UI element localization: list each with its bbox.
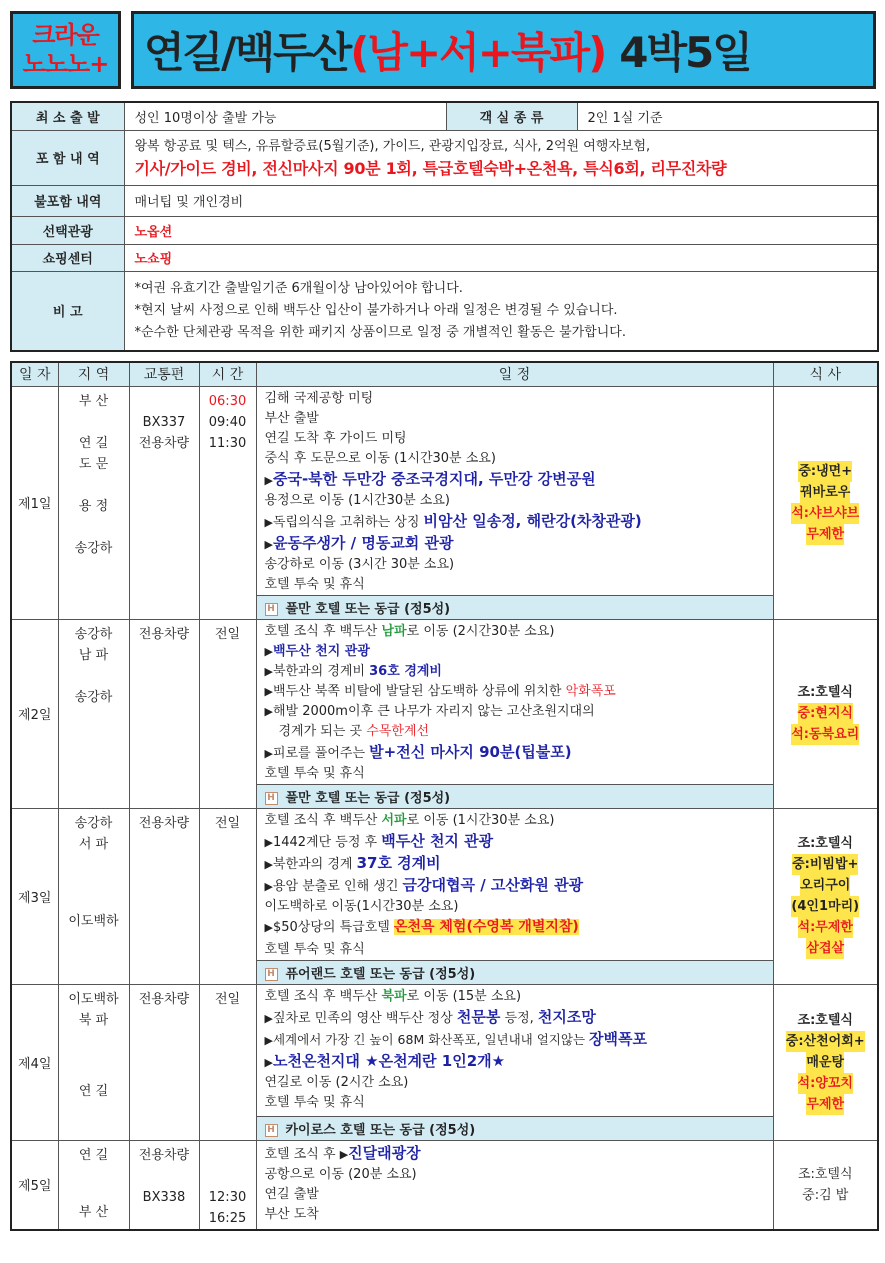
arrow-icon: ▶ [264, 1011, 273, 1025]
include-cell [124, 130, 878, 185]
transport-cell [129, 984, 199, 1140]
region: 연 길 [78, 1083, 109, 1099]
schedule-line: ▶독립의식을 고취하는 상징 비암산 일송정, 해란강(차창관광) [264, 511, 642, 530]
schedule-line: ▶용암 분출로 인해 생긴 금강대협곡 / 고산화원 관광 [264, 875, 584, 894]
meal: 조:호텔식 [797, 685, 853, 700]
time-cell [199, 619, 256, 808]
schedule-line: 호텔 투숙 및 휴식 [264, 765, 365, 781]
arrow-icon: ▶ [264, 746, 273, 760]
arrow-icon: ▶ [264, 857, 273, 871]
include-line-1: 왕복 항공료 및 텍스, 유류할증료(5월기준), 가이드, 관광지입장료, 식사, 2억원 여행자보험, [134, 138, 651, 154]
arrow-icon: ▶ [264, 537, 273, 551]
time: 12:30 [208, 1189, 247, 1205]
option-label: 선택관광 [11, 216, 124, 244]
logo-line-2: 노노노+ [22, 50, 109, 78]
schedule-line: 호텔 투숙 및 휴식 [264, 941, 365, 957]
meal: 오리구이 [800, 875, 850, 896]
time: 16:25 [208, 1210, 247, 1226]
schedule-line: ▶중국-북한 두만강 중조국경지대, 두만강 강변공원 [264, 469, 596, 488]
transport-cell [129, 619, 199, 808]
header-schedule: 일 정 [256, 362, 773, 386]
region-cell [58, 386, 129, 619]
schedule-line: ▶백두산 천지 관광 [264, 643, 370, 659]
arrow-icon: ▶ [339, 1147, 349, 1161]
region: 용 정 [78, 498, 109, 514]
day-row [11, 386, 878, 595]
region-cell [58, 984, 129, 1140]
itinerary-table [10, 361, 879, 1231]
header-meals: 식 사 [773, 362, 878, 386]
time: 11:30 [208, 435, 247, 451]
transport: 전용차량 [138, 815, 190, 831]
room-type-label: 객 실 종 류 [446, 102, 577, 130]
day-row [11, 984, 878, 1116]
time-cell [199, 984, 256, 1140]
schedule-line: ▶세계에서 가장 긴 높이 68M 화산폭포, 일년내내 얼지않는 장백폭포 [264, 1029, 647, 1048]
arrow-icon: ▶ [264, 664, 273, 678]
transport: 전용차량 [138, 1147, 190, 1163]
meal: 꿔바로우 [800, 482, 850, 503]
meal-cell [773, 619, 878, 808]
region-cell [58, 808, 129, 984]
schedule-line: 호텔 투숙 및 휴식 [264, 576, 365, 592]
schedule-cell [256, 619, 773, 784]
meal: 석:양꼬치 [798, 1073, 853, 1094]
arrow-icon: ▶ [264, 473, 273, 487]
arrow-icon: ▶ [264, 879, 273, 893]
time: 전일 [214, 626, 241, 642]
meal: (4인1마리) [791, 896, 859, 917]
meal: 조:호텔식 [797, 836, 853, 851]
schedule-line: 호텔 조식 후 백두산 서파로 이동 (1시간30분 소요) [264, 812, 555, 828]
note-line: *순수한 단체관광 목적을 위한 패키지 상품이므로 일정 중 개별적인 활동은 불가합니다. [134, 324, 626, 340]
logo-line-1: 크라운 [32, 21, 99, 49]
min-depart-label: 최 소 출 발 [11, 102, 124, 130]
note-line: *현지 날씨 사정으로 인해 백두산 입산이 불가하거나 아래 일정은 변경될 수 있습니다. [134, 302, 618, 318]
arrow-icon: ▶ [264, 644, 273, 658]
region: 도 문 [78, 456, 109, 472]
schedule-line: 호텔 조식 후 백두산 북파로 이동 (15분 소요) [264, 988, 522, 1004]
schedule-line: 경계가 되는 곳 수목한계선 [278, 723, 430, 739]
brand-logo [10, 11, 121, 89]
schedule-line: 연길 출발 [264, 1186, 319, 1202]
meal: 석:샤브샤브 [791, 503, 859, 524]
meal: 중:비빔밥+ [792, 854, 858, 875]
day-row [11, 619, 878, 784]
region: 부 산 [78, 393, 109, 409]
meal: 매운탕 [806, 1052, 844, 1073]
schedule-line: 부산 도착 [264, 1206, 319, 1222]
day-label: 제3일 [11, 808, 58, 984]
transport: 전용차량 [138, 626, 190, 642]
meal: 중:김 밥 [802, 1187, 849, 1203]
header-transport: 교통편 [129, 362, 199, 386]
title-main: 연길/백두산 [144, 28, 351, 77]
hotel-h-icon: H [265, 968, 278, 981]
arrow-icon: ▶ [264, 1055, 273, 1069]
region: 송강하 [74, 626, 113, 642]
meal: 중:현지식 [798, 703, 853, 724]
include-label: 포 함 내 역 [11, 130, 124, 185]
schedule-line: ▶피로를 풀어주는 발+전신 마사지 90분(팁불포) [264, 742, 572, 761]
transport: BX338 [142, 1189, 186, 1205]
shopping-label: 쇼핑센터 [11, 244, 124, 271]
time: 09:40 [208, 414, 247, 430]
time-cell [199, 386, 256, 619]
time-cell [199, 1140, 256, 1230]
region: 이도백하 [68, 913, 119, 929]
info-table [10, 101, 879, 352]
hotel-cell: H 풀만 호텔 또는 동급 (정5성) [256, 784, 773, 808]
schedule-line: ▶해발 2000m이후 큰 나무가 자리지 않는 고산초원지대의 [264, 703, 595, 719]
schedule-line: 용정으로 이동 (1시간30분 소요) [264, 492, 450, 508]
schedule-line: 중식 후 도문으로 이동 (1시간30분 소요) [264, 450, 496, 466]
region: 송강하 [74, 689, 113, 705]
hotel-h-icon: H [265, 1124, 278, 1137]
option-value: 노옵션 [124, 216, 878, 244]
schedule-line: 호텔 조식 후 ▶진달래광장 [264, 1143, 421, 1162]
arrow-icon: ▶ [264, 684, 273, 698]
schedule-line: 호텔 투숙 및 휴식 [264, 1094, 365, 1110]
region: 남 파 [78, 647, 109, 663]
schedule-line: ▶백두산 북쪽 비탈에 발달된 삼도백하 상류에 위치한 악화폭포 [264, 683, 616, 699]
meal-cell [773, 808, 878, 984]
arrow-icon: ▶ [264, 835, 273, 849]
exclude-value: 매너팁 및 개인경비 [124, 185, 878, 216]
region: 이도백하 [68, 991, 119, 1007]
schedule-cell [256, 808, 773, 960]
time: 06:30 [208, 393, 247, 409]
region: 서 파 [78, 836, 109, 852]
exclude-label: 불포함 내역 [11, 185, 124, 216]
region-cell [58, 619, 129, 808]
meal: 무제한 [806, 1094, 844, 1115]
meal-cell [773, 984, 878, 1140]
min-depart-value: 성인 10명이상 출발 가능 [124, 102, 446, 130]
time: 전일 [214, 991, 241, 1007]
hotel-h-icon: H [265, 792, 278, 805]
meal: 무제한 [806, 524, 844, 545]
arrow-icon: ▶ [264, 515, 273, 529]
meal: 조:호텔식 [797, 1012, 853, 1028]
meal: 조:호텔식 [797, 1166, 853, 1182]
schedule-line: 연길로 이동 (2시간 소요) [264, 1074, 409, 1090]
time-cell [199, 808, 256, 984]
day-label: 제2일 [11, 619, 58, 808]
transport: 전용차량 [138, 435, 190, 451]
region: 연 길 [78, 1147, 109, 1163]
day-label: 제4일 [11, 984, 58, 1140]
schedule-line: 송강하로 이동 (3시간 30분 소요) [264, 556, 455, 572]
region: 송강하 [74, 540, 113, 556]
meal: 중:냉면+ [798, 461, 852, 482]
transport-cell [129, 386, 199, 619]
meal-cell [773, 386, 878, 619]
title-routes: (남+서+북파) [350, 28, 606, 77]
meal: 중:산천어회+ [786, 1031, 865, 1052]
header-day: 일 자 [11, 362, 58, 386]
region-cell [58, 1140, 129, 1230]
page-title [131, 11, 876, 89]
room-type-value: 2인 1실 기준 [577, 102, 878, 130]
transport: 전용차량 [138, 991, 190, 1007]
region: 연 길 [78, 435, 109, 451]
schedule-cell [256, 984, 773, 1116]
day-row [11, 1140, 878, 1230]
arrow-icon: ▶ [264, 920, 273, 934]
region: 송강하 [74, 815, 113, 831]
schedule-line: ▶$50상당의 특급호텔 온천욕 체험(수영복 개별지참) [264, 918, 579, 935]
transport: BX337 [142, 414, 186, 430]
schedule-line: 공항으로 이동 (20분 소요) [264, 1166, 417, 1182]
header-time: 시 간 [199, 362, 256, 386]
schedule-line: 호텔 조식 후 백두산 남파로 이동 (2시간30분 소요) [264, 623, 555, 639]
schedule-line: 부산 출발 [264, 410, 319, 426]
header-region: 지 역 [58, 362, 129, 386]
hotel-cell: H 풀만 호텔 또는 동급 (정5성) [256, 595, 773, 619]
include-line-2: 기사/가이드 경비, 전신마사지 90분 1회, 특급호텔숙박+온천욕, 특식6회, 리무진차량 [134, 158, 727, 178]
day-label: 제1일 [11, 386, 58, 619]
schedule-line: ▶1442계단 등정 후 백두산 천지 관광 [264, 831, 494, 850]
note-label: 비 고 [11, 271, 124, 351]
region: 북 파 [78, 1012, 109, 1028]
schedule-line: ▶북한과의 경계 37호 경계비 [264, 853, 441, 872]
meal: 석:무제한 [798, 917, 853, 938]
schedule-line: 김해 국제공항 미팅 [264, 390, 374, 406]
day-label: 제5일 [11, 1140, 58, 1230]
note-line: *여권 유효기간 출발일기준 6개월이상 남아있어야 합니다. [134, 280, 463, 296]
itinerary-header-row [11, 362, 878, 386]
hotel-h-icon: H [265, 603, 278, 616]
day-row [11, 808, 878, 960]
meal: 석:동북요리 [791, 724, 859, 745]
region: 부 산 [78, 1204, 109, 1220]
meal-cell [773, 1140, 878, 1230]
meal: 삼겹살 [806, 938, 844, 959]
schedule-cell [256, 1140, 773, 1230]
hotel-cell: H 퓨어랜드 호텔 또는 동급 (정5성) [256, 960, 773, 984]
title-duration: 4박5일 [619, 28, 751, 77]
schedule-line: ▶짚차로 민족의 영산 백두산 정상 천문봉 등정, 천지조망 [264, 1007, 596, 1026]
transport-cell [129, 808, 199, 984]
shopping-value: 노쇼핑 [124, 244, 878, 271]
transport-cell [129, 1140, 199, 1230]
schedule-line: 연길 도착 후 가이드 미팅 [264, 430, 407, 446]
schedule-line: 이도백하로 이동(1시간30분 소요) [264, 898, 459, 914]
schedule-line: ▶윤동주생가 / 명동교회 관광 [264, 533, 454, 552]
schedule-cell [256, 386, 773, 595]
schedule-line: ▶노천온천지대 ★온천계란 1인2개★ [264, 1051, 506, 1070]
arrow-icon: ▶ [264, 704, 273, 718]
hotel-cell: H 카이로스 호텔 또는 동급 (정5성) [256, 1116, 773, 1140]
schedule-line: ▶북한과의 경계비 36호 경계비 [264, 663, 442, 679]
arrow-icon: ▶ [264, 1033, 273, 1047]
note-cell [124, 271, 878, 351]
time: 전일 [214, 815, 241, 831]
